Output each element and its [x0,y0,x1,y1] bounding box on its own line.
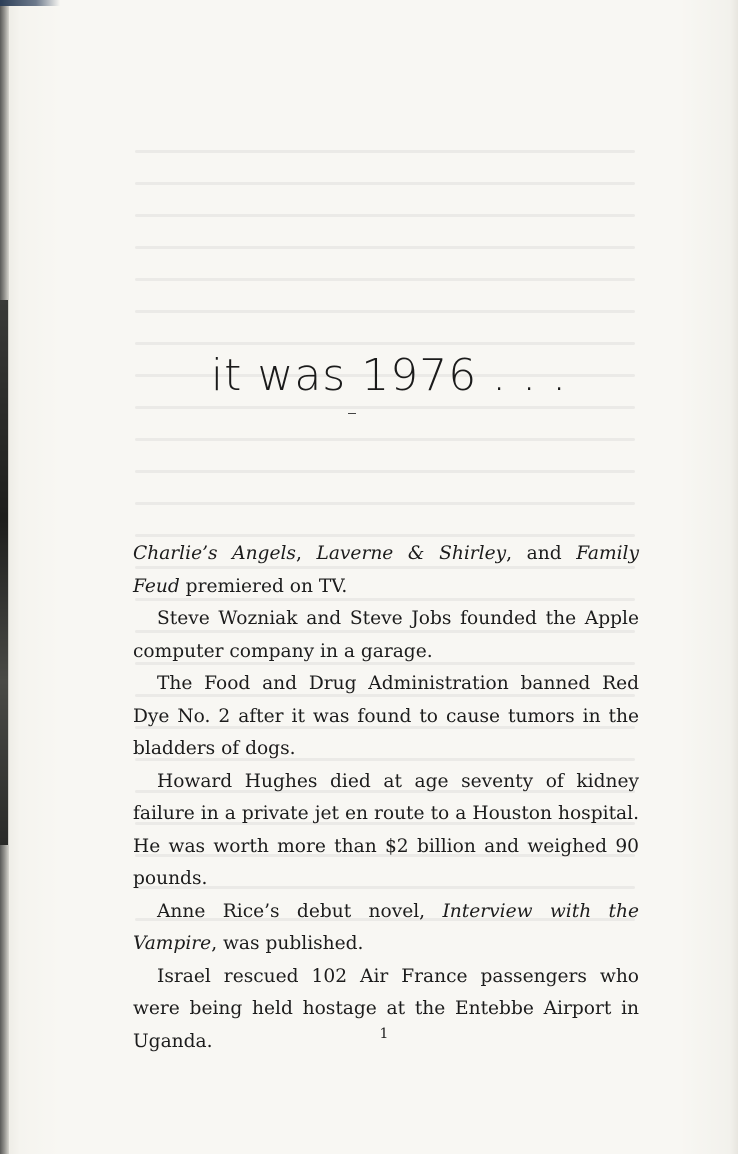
body-text [133,538,639,1058]
cover-edge [0,0,60,6]
text-segment: Howard Hughes died at age seventy of kidney failure in a private jet en route to a Houston hospital. He was worth more than $2 billion and weighed 90 pounds. [133,770,639,889]
text-segment: Israel rescued 102 Air France passengers who were being held hostage at the Entebbe Airport in Uganda. [133,965,639,1052]
text-segment: Laverne & Shirley [316,543,507,564]
text-segment: , [295,543,317,564]
chapter-title: it was 1976 . . . [210,350,568,401]
title-ornament [348,413,356,414]
binding-shadow [0,300,8,845]
text-segment: Interview with the Vampire [133,900,639,954]
paragraph [133,766,639,896]
text-segment: , was published. [211,933,364,954]
paragraph [133,668,639,766]
text-segment: premiered on TV. [179,575,348,597]
paragraph [133,896,639,961]
text-segment: Anne Rice’s debut novel, [157,900,443,922]
text-segment: Charlie’s Angels [133,543,296,564]
text-segment: Steve Wozniak and Steve Jobs founded the Apple computer company in a garage. [133,608,639,662]
paragraph [133,538,639,603]
text-segment: , and [506,543,577,564]
paragraph [133,603,639,668]
page-number: 1 [379,1026,389,1042]
text-segment: The Food and Drug Administration banned Red Dye No. 2 after it was found to cause tumors in the bladders of dogs. [133,673,639,759]
text-segment: Family Feud [133,543,640,597]
paragraph [133,961,639,1059]
